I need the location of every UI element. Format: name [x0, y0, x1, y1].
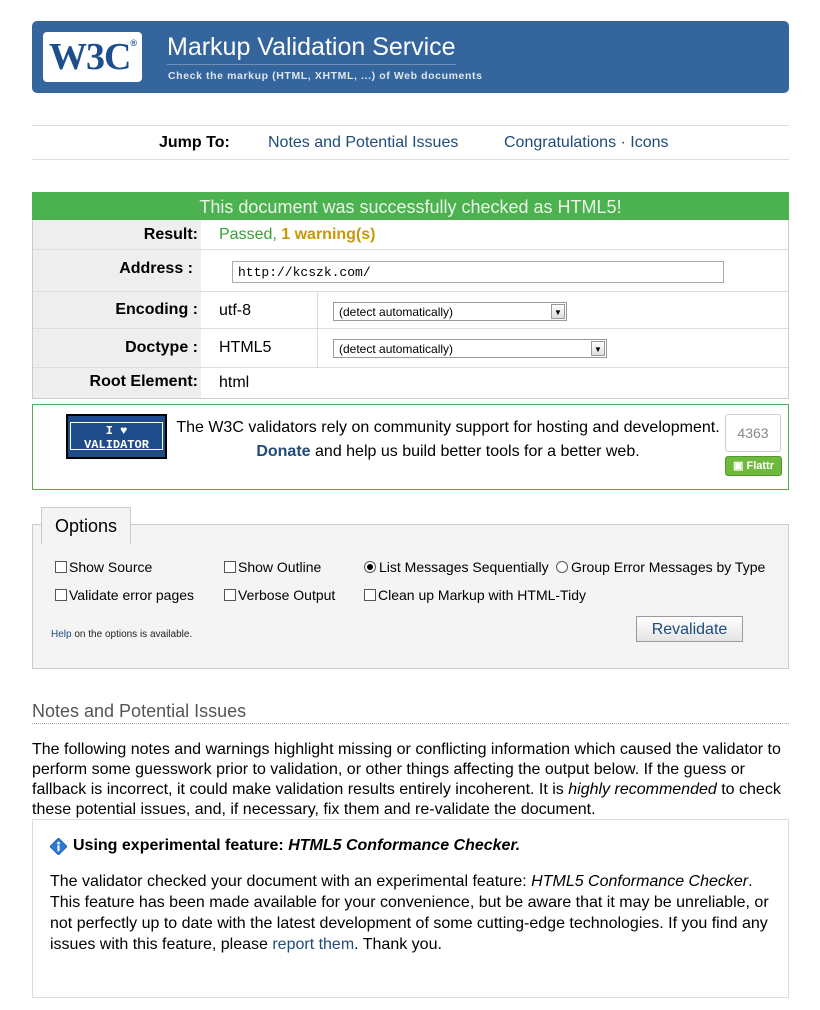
- root-element-label: Root Element:: [33, 368, 201, 398]
- page-subtitle: Check the markup (HTML, XHTML, ...) of Web documents: [168, 70, 483, 82]
- doctype-label: Doctype :: [33, 329, 201, 367]
- options-help: Help on the options is available.: [51, 629, 193, 640]
- chevron-down-icon: ▼: [551, 304, 565, 319]
- list-sequentially-option[interactable]: List Messages Sequentially: [364, 559, 549, 575]
- header-banner: [32, 21, 789, 93]
- validate-error-pages-option[interactable]: Validate error pages: [55, 587, 194, 603]
- group-by-type-option[interactable]: Group Error Messages by Type: [556, 559, 765, 575]
- issue-description: The validator checked your document with an experimental feature: HTML5 Conformance Checker. This feature has been made available for your convenience, but be aware that it may be unreliable, or not perfectly up to date with the latest development of some cutting-edge technologies. If you find any issues with this feature, please report them. Thank you.: [50, 873, 769, 953]
- i-love-validator-badge[interactable]: I ♥ VALIDATOR: [66, 414, 167, 459]
- issue-title: Using experimental feature: HTML5 Conformance Checker.: [50, 837, 520, 855]
- issue-box: [32, 819, 789, 998]
- jump-link-notes[interactable]: Notes and Potential Issues: [268, 134, 459, 151]
- warnings-count: 1 warning(s): [281, 226, 376, 243]
- options-tab[interactable]: Options: [41, 507, 131, 544]
- radio-selected[interactable]: [364, 561, 376, 573]
- w3c-logo[interactable]: W3C ®: [43, 32, 142, 82]
- notes-heading: Notes and Potential Issues: [32, 701, 789, 724]
- verbose-output-option[interactable]: Verbose Output: [224, 587, 335, 603]
- show-outline-option[interactable]: Show Outline: [224, 559, 321, 575]
- donate-box: [32, 404, 789, 490]
- checkbox[interactable]: [364, 589, 376, 601]
- encoding-value: utf-8: [219, 302, 252, 319]
- show-source-option[interactable]: Show Source: [55, 559, 152, 575]
- result-value: Passed, 1 warning(s): [219, 226, 376, 243]
- flattr-count: 4363: [725, 414, 781, 452]
- flattr-button[interactable]: ▣ Flattr: [725, 456, 782, 476]
- jump-nav: [32, 125, 789, 160]
- result-label: Result:: [33, 220, 201, 249]
- doctype-select[interactable]: (detect automatically) ▼: [333, 339, 607, 358]
- result-banner: This document was successfully checked as HTML5!: [32, 192, 789, 220]
- donate-link[interactable]: Donate: [256, 443, 311, 460]
- jump-label: Jump To:: [159, 134, 230, 151]
- root-element-value: html: [219, 374, 250, 391]
- checkbox[interactable]: [224, 589, 236, 601]
- jump-link-congratulations[interactable]: Congratulations · Icons: [504, 134, 669, 151]
- result-table: [32, 220, 789, 399]
- checkbox[interactable]: [55, 589, 67, 601]
- report-them-link[interactable]: report them: [272, 936, 355, 953]
- encoding-label: Encoding :: [33, 292, 201, 328]
- page-title: Markup Validation Service: [167, 33, 456, 65]
- chevron-down-icon: ▼: [591, 341, 605, 356]
- doctype-value: HTML5: [219, 339, 272, 356]
- help-link[interactable]: Help: [51, 629, 72, 640]
- encoding-select[interactable]: (detect automatically) ▼: [333, 302, 567, 321]
- notes-paragraph: The following notes and warnings highlight missing or conflicting information which caused the validator to perform some guesswork prior to validation, or other things affecting the output below. If the guess or fallback is incorrect, it could make validation results entirely incoherent. It is highly recommended to check these potential issues, and, if necessary, fix them and re-validate the document.: [32, 741, 781, 818]
- revalidate-button[interactable]: Revalidate: [636, 616, 743, 642]
- radio[interactable]: [556, 561, 568, 573]
- donate-text: The W3C validators rely on community support for hosting and development. Donate and help us build better tools for a better web.: [176, 419, 720, 460]
- checkbox[interactable]: [224, 561, 236, 573]
- clean-up-tidy-option[interactable]: Clean up Markup with HTML-Tidy: [364, 587, 586, 603]
- info-icon: [50, 838, 67, 855]
- address-label: Address :: [33, 250, 201, 291]
- checkbox[interactable]: [55, 561, 67, 573]
- address-input[interactable]: http://kcszk.com/: [232, 261, 724, 283]
